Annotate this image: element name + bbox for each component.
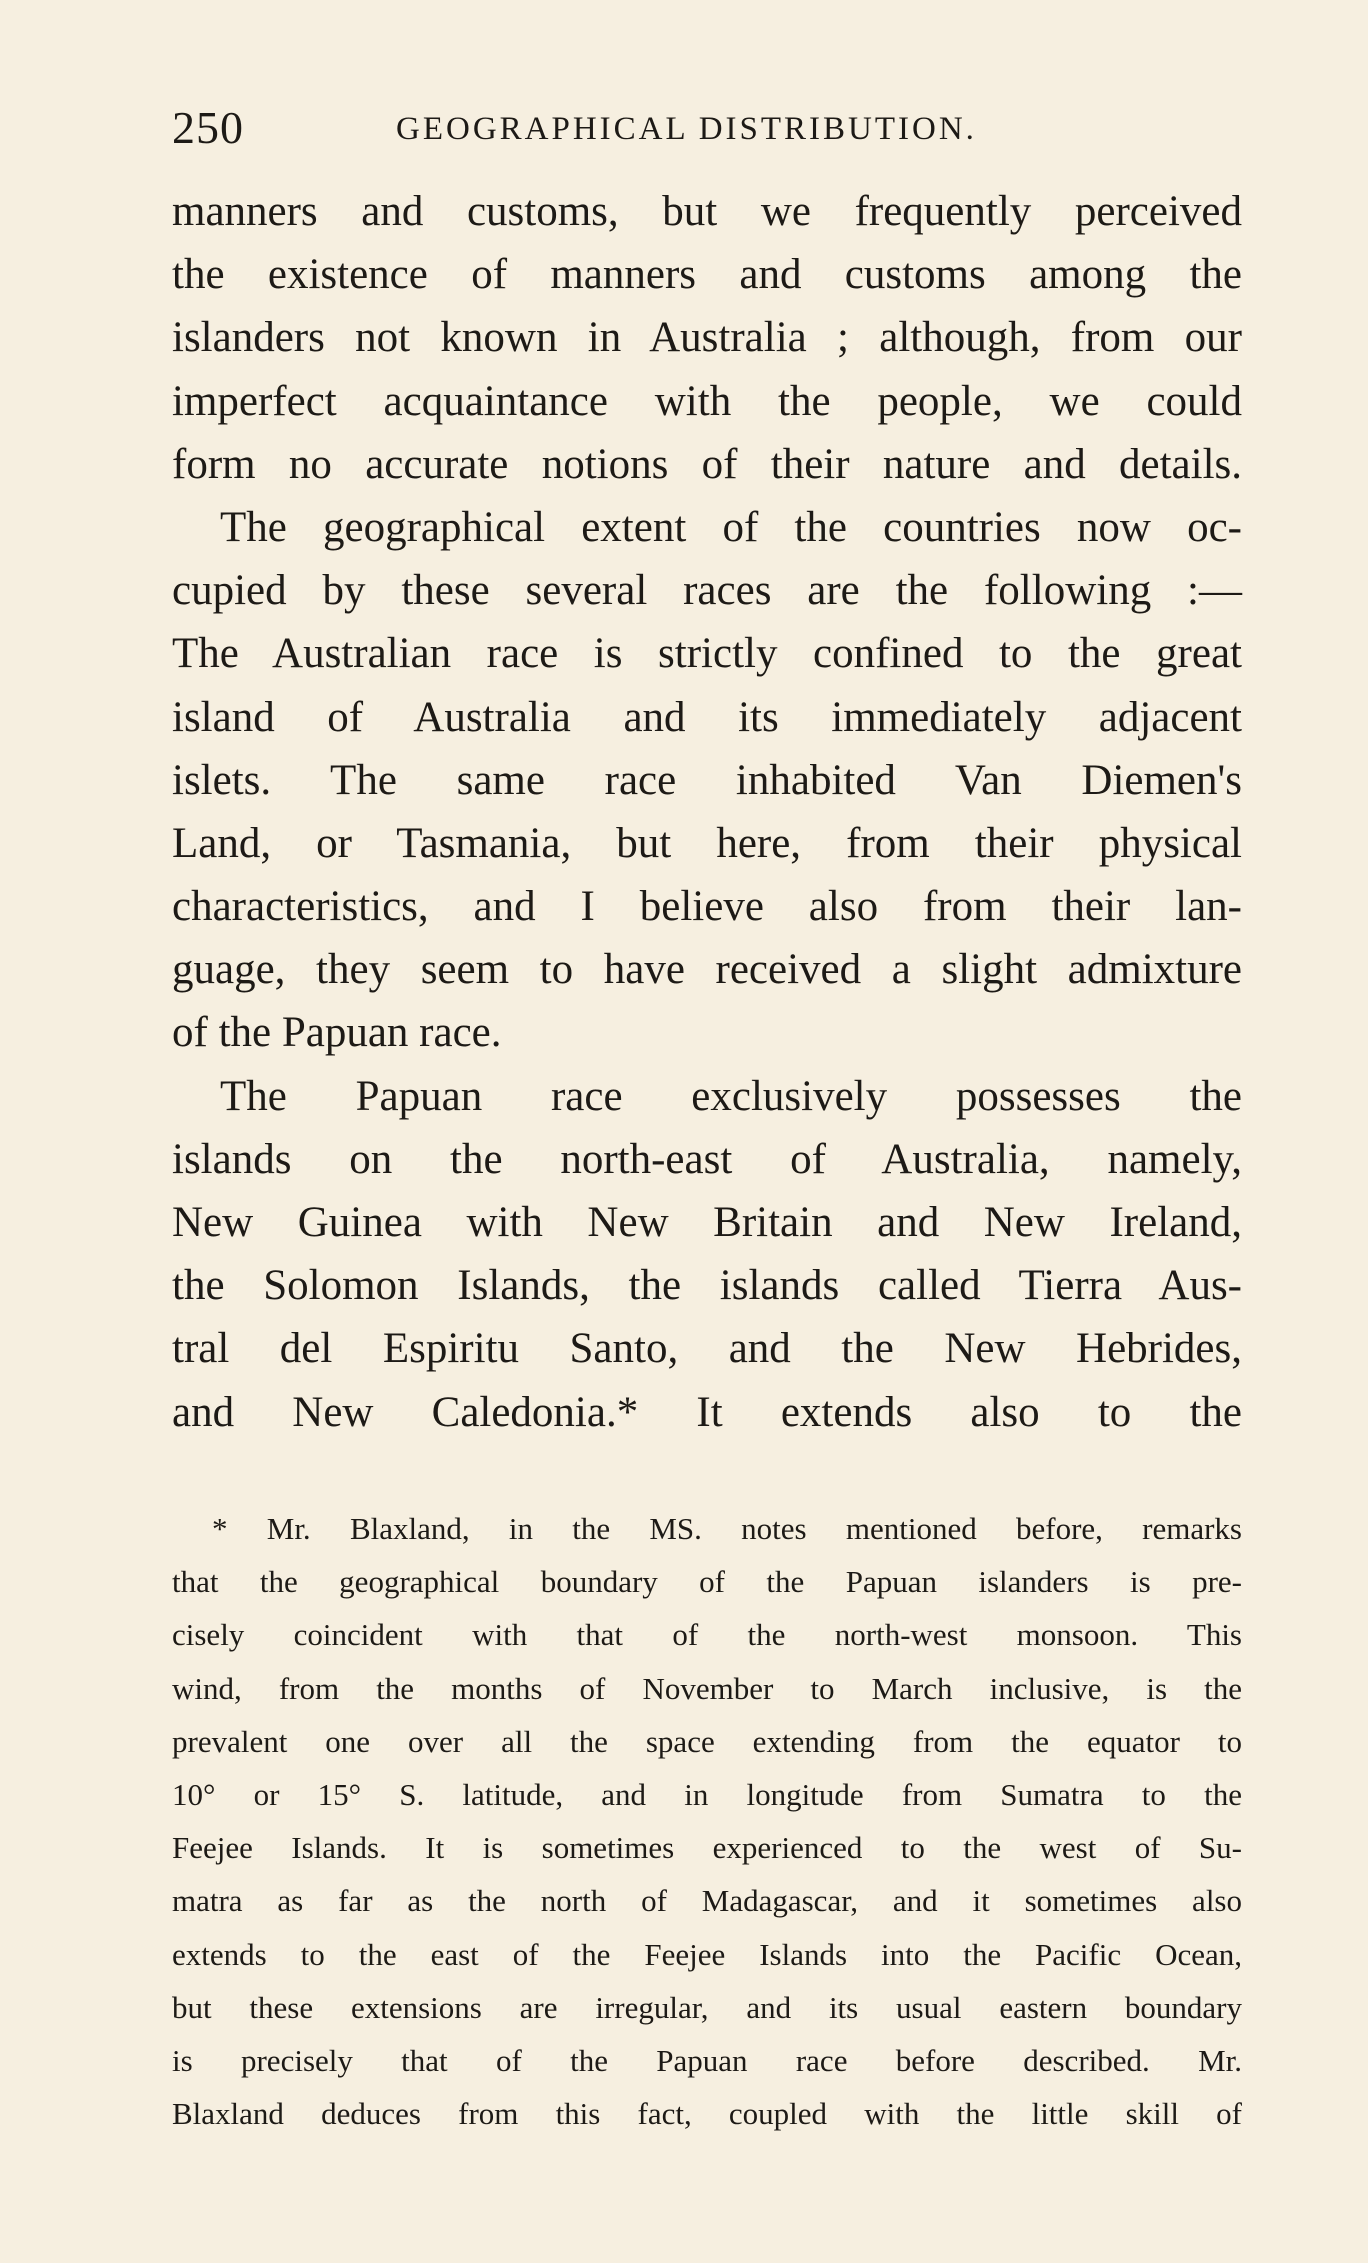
body-line: guage, they seem to have received a slight admixture — [172, 946, 1242, 994]
footnote-line: extends to the east of the Feejee Islands into the Pacific Ocean, — [172, 1936, 1242, 1972]
body-line: The Papuan race exclusively possesses the — [220, 1072, 1242, 1120]
footnote-line: Feejee Islands. It is sometimes experienced to the west of Su- — [172, 1830, 1242, 1866]
body-line: imperfect acquaintance with the people, we could — [172, 377, 1242, 425]
body-line: manners and customs, but we frequently perceived — [172, 188, 1242, 235]
body-line: form no accurate notions of their nature and details. — [172, 440, 1242, 488]
body-line: and New Caledonia.* It extends also to the — [172, 1388, 1242, 1436]
footnote-line: * Mr. Blaxland, in the MS. notes mentioned before, remarks — [212, 1511, 1242, 1546]
footnote-line: wind, from the months of November to March inclusive, is the — [172, 1670, 1242, 1706]
running-title: GEOGRAPHICAL DISTRIBUTION. — [396, 111, 977, 147]
footnote-line: matra as far as the north of Madagascar, and it sometimes also — [172, 1883, 1242, 1919]
body-line: The geographical extent of the countries now oc- — [220, 503, 1242, 551]
body-text — [172, 180, 1242, 1444]
footnote-line: cisely coincident with that of the north-west monsoon. This — [172, 1617, 1242, 1653]
footnote-line: prevalent one over all the space extending from the equator to — [172, 1723, 1242, 1759]
body-line: islanders not known in Australia ; although, from our — [172, 314, 1242, 362]
body-line: the Solomon Islands, the islands called Tierra Aus- — [172, 1262, 1242, 1310]
footnote-line: that the geographical boundary of the Papuan islanders is pre- — [172, 1564, 1242, 1600]
body-line: tral del Espiritu Santo, and the New Hebrides, — [172, 1325, 1242, 1373]
body-line: island of Australia and its immediately adjacent — [172, 693, 1242, 741]
body-line: The Australian race is strictly confined to the great — [172, 630, 1242, 678]
footnote — [172, 1502, 1242, 2140]
body-line: cupied by these several races are the following :— — [172, 567, 1242, 615]
body-line: islets. The same race inhabited Van Diemen's — [172, 756, 1242, 804]
body-line: Land, or Tasmania, but here, from their physical — [172, 819, 1242, 867]
body-line: characteristics, and I believe also from their lan- — [172, 883, 1242, 931]
body-line: the existence of manners and customs among the — [172, 251, 1242, 299]
footnote-line: 10° or 15° S. latitude, and in longitude from Sumatra to the — [172, 1776, 1242, 1812]
footnote-line: Blaxland deduces from this fact, coupled with the little skill of — [172, 2096, 1242, 2132]
body-line: islands on the north-east of Australia, namely, — [172, 1135, 1242, 1183]
footnote-line: but these extensions are irregular, and its usual eastern boundary — [172, 1989, 1242, 2025]
page-number: 250 — [172, 102, 244, 153]
running-head — [172, 98, 1252, 158]
body-line: New Guinea with New Britain and New Ireland, — [172, 1199, 1242, 1246]
footnote-line: is precisely that of the Papuan race before described. Mr. — [172, 2042, 1242, 2078]
body-line: of the Papuan race. — [172, 1009, 502, 1057]
